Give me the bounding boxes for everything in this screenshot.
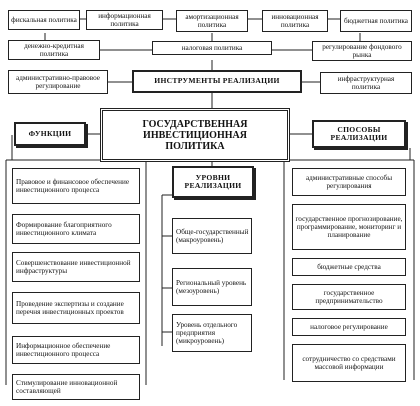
methods-header: СПОСОБЫ РЕАЛИЗАЦИИ [312, 120, 406, 148]
instrument-budget-policy: бюджетная политика [340, 10, 412, 32]
function-item: Формирование благоприятного инвестиционного климата [12, 214, 140, 244]
level-item: Региональный уровень (мезоуровень) [172, 268, 252, 306]
instrument-fiscal-policy: фискальная политика [8, 10, 80, 30]
function-item: Стимулирование инновационной составляющей [12, 374, 140, 400]
page-title: ГОСУДАРСТВЕННАЯ ИНВЕСТИЦИОННАЯ ПОЛИТИКА [100, 108, 290, 162]
function-item: Информационное обеспечение инвестиционного процесса [12, 336, 140, 364]
level-item: Обще-государственный (макроуровень) [172, 218, 252, 254]
level-item: Уровень отдельного предприятия (микроуровень) [172, 314, 252, 352]
method-item: государственное предпринимательство [292, 284, 406, 310]
instrument-administrative-legal-regulation: административно-правовое регулирование [8, 70, 108, 94]
instrument-innovation-policy: инновационная политика [262, 10, 328, 32]
method-item: административные способы регулирования [292, 168, 406, 196]
levels-header: УРОВНИ РЕАЛИЗАЦИИ [172, 166, 254, 198]
functions-header: ФУНКЦИИ [14, 122, 86, 146]
instrument-stock-market-regulation: регулирование фондового рынка [312, 41, 412, 61]
method-item: государственное прогнозирование, программирование, мониторинг и планирование [292, 204, 406, 250]
instrument-information-policy: информационная политика [86, 10, 163, 30]
function-item: Правовое и финансовое обеспечение инвестиционного процесса [12, 168, 140, 204]
instrument-infrastructure-policy: инфраструктурная политика [320, 72, 412, 94]
method-item: сотрудничество со средствами массовой информации [292, 344, 406, 382]
method-item: бюджетные средства [292, 258, 406, 276]
instrument-depreciation-policy: амортизационная политика [176, 10, 248, 32]
instrument-tax-policy: налоговая политика [152, 41, 272, 55]
function-item: Проведение экспертизы и создание перечня инвестиционных проектов [12, 292, 140, 324]
method-item: налоговое регулирование [292, 318, 406, 336]
instrument-monetary-policy: денежно-кредитная политика [8, 40, 100, 60]
instruments-header: ИНСТРУМЕНТЫ РЕАЛИЗАЦИИ [132, 70, 302, 93]
function-item: Совершенствование инвестиционной инфраструктуры [12, 252, 140, 282]
